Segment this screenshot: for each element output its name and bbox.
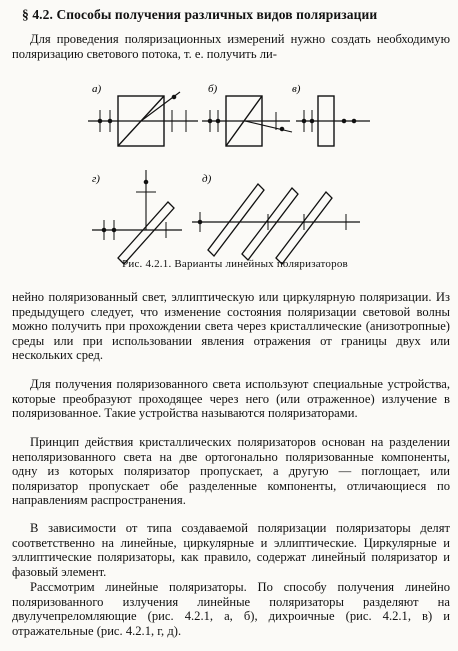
label-a: а) bbox=[92, 83, 102, 95]
reflector-d2 bbox=[242, 188, 298, 260]
reflector-d1 bbox=[208, 184, 264, 256]
figure-polarizers bbox=[70, 70, 400, 290]
paragraph-5: В зависимости от типа создаваемой поляризации поляризаторы делят соответственно на линейные, циркулярные и эллиптические. Циркулярные и эллиптические поляризаторы, как правило, содержат линейный поляризатор и фазовый элемент. bbox=[12, 521, 450, 579]
label-b: б) bbox=[208, 83, 218, 95]
paragraph-1: Для проведения поляризационных измерений нужно создать необходимую поляризацию светового потока, т. е. получить ли- bbox=[12, 32, 450, 61]
label-d: д) bbox=[202, 173, 212, 185]
paragraph-3: Для получения поляризованного света используют специальные устройства, которые преобразуют проходящее через него (или отраженное) излучение в поляризованное. Такие устройства называются поляризаторами. bbox=[12, 377, 450, 421]
figure-caption: Рис. 4.2.1. Варианты линейных поляризаторов bbox=[122, 258, 348, 270]
paragraph-6: Рассмотрим линейные поляризаторы. По способу получения линейно поляризованного излучения линейные поляризаторы разделяют на двулучепреломляющие (рис. 4.2.1, а, б), дихроичные (рис. 4.2.1, в) и отражательные (рис. 4.2.1, г, д). bbox=[12, 580, 450, 638]
section-heading: § 4.2. Способы получения различных видов поляризации bbox=[22, 7, 378, 22]
label-v: в) bbox=[292, 83, 301, 95]
paragraph-4: Принцип действия кристаллических поляризаторов основан на разделении неполяризованного света на две ортогонально поляризованные компоненты, одну из которых поляризатор пропускает, а другую — поглощает, или поляризатор пропускает обе разделенные компоненты, отличающиеся по направлениям распространения. bbox=[12, 435, 450, 508]
label-g: г) bbox=[92, 173, 100, 185]
paragraph-2: нейно поляризованный свет, эллиптическую или циркулярную поляризации. Из предыдущего следует, что изменение состояния поляризации световой волны можно получить при прохождении света через кристаллические (анизотропные) среды или при использовании явления отражения от границы двух или нескольких сред. bbox=[12, 290, 450, 363]
figure-diagram bbox=[70, 70, 400, 270]
